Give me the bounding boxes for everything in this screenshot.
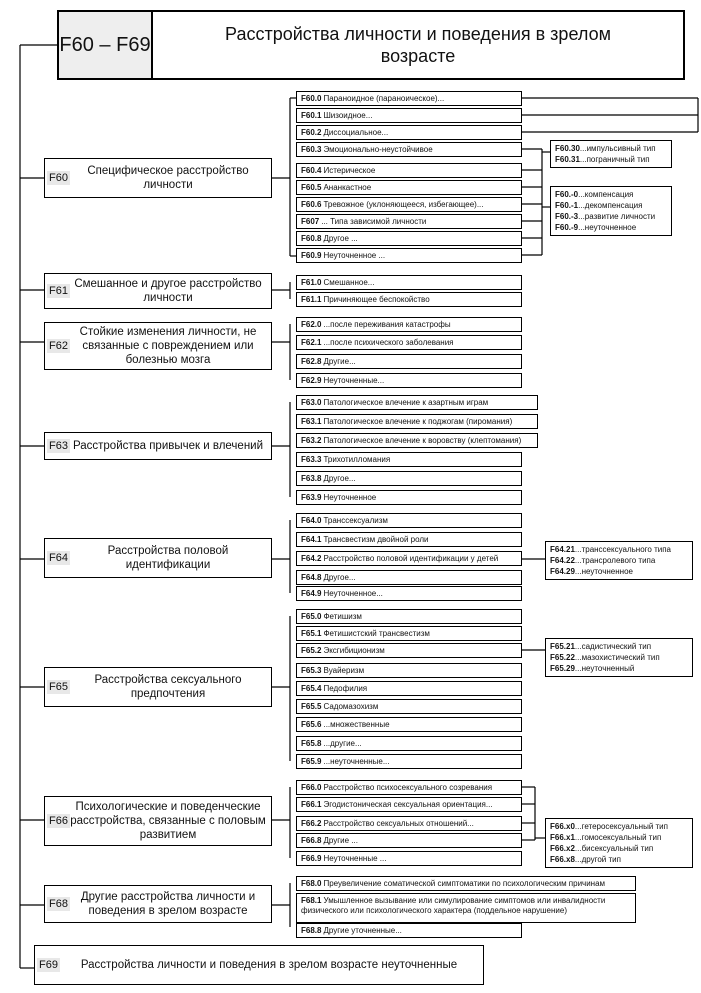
group-title: Стойкие изменения личности, не связанные с повреждением или болезнью мозга: [79, 326, 257, 366]
group-code: F63: [49, 440, 68, 452]
sub-f65-6: F65.6 ...множественные: [296, 717, 522, 732]
group-f64: [44, 538, 272, 578]
note-f65-2: F65.21...садистический тип F65.22...мазохистический тип F65.29...неуточненный: [545, 638, 693, 677]
sub-f65-3: F65.3 Вуайеризм: [296, 663, 522, 678]
sub-f60-0: F60.0 Параноидное (параноическое)...: [296, 91, 522, 106]
sub-f60-7: F607 ... Типа зависимой личности: [296, 214, 522, 229]
sub-f60-8: F60.8 Другое ...: [296, 231, 522, 246]
group-title: Расстройства привычек и влечений: [72, 440, 264, 452]
sub-f65-9: F65.9 ...неуточненные...: [296, 754, 522, 769]
group-f62: [44, 322, 272, 370]
sub-f66-9: F66.9 Неуточненные ...: [296, 851, 522, 866]
sub-f60-9: F60.9 Неуточненное ...: [296, 248, 522, 263]
group-title: Другие расстройства личности и поведения в зрелом возрасте: [80, 891, 256, 917]
group-title: Расстройства половой идентификации: [107, 545, 229, 571]
sub-f65-0: F65.0 Фетишизм: [296, 609, 522, 624]
group-f66: [44, 796, 272, 846]
group-code: F68: [49, 898, 68, 910]
sub-f63-0: F63.0 Патологическое влечение к азартным играм: [296, 395, 538, 410]
sub-f66-0: F66.0 Расстройство психосексуального созревания: [296, 780, 522, 795]
sub-f60-1: F60.1 Шизоидное...: [296, 108, 522, 123]
group-code: F64: [49, 552, 68, 564]
sub-f61-0: F61.0 Смешанное...: [296, 275, 522, 290]
group-title: Смешанное и другое расстройство личности: [74, 278, 262, 304]
sub-f65-5: F65.5 Садомазохизм: [296, 699, 522, 714]
group-title: Психологические и поведенческие расстройства, связанные с половым развитием: [70, 801, 266, 841]
sub-f62-8: F62.8 Другие...: [296, 354, 522, 369]
sub-f66-8: F66.8 Другие ...: [296, 833, 522, 848]
sub-f64-1: F64.1 Трансвестизм двойной роли: [296, 532, 522, 547]
sub-f62-1: F62.1 ...после психического заболевания: [296, 335, 522, 350]
sub-f64-2: F64.2 Расстройство половой идентификации у детей: [296, 551, 522, 566]
group-title: Расстройства сексуального предпочтения: [94, 674, 242, 700]
sub-f60-2: F60.2 Диссоциальное...: [296, 125, 522, 140]
sub-f61-1: F61.1 Причиняющее беспокойство: [296, 292, 522, 307]
sub-f68-8: F68.8 Другие уточненные...: [296, 923, 522, 938]
sub-f64-8: F64.8 Другое...: [296, 570, 522, 585]
sub-f60-5: F60.5 Ананкастное: [296, 180, 522, 195]
sub-f60-3: F60.3 Эмоционально-неустойчивое: [296, 142, 522, 157]
sub-f66-1: F66.1 Эгодистоническая сексуальная ориентация...: [296, 797, 522, 812]
sub-f65-2: F65.2 Эксгибиционизм: [296, 643, 522, 658]
sub-f68-1: F68.1 Умышленное вызывание или симулирование симптомов или инвалидности физического или психологического характера (поддельное нарушение): [296, 893, 636, 923]
sub-f62-9: F62.9 Неуточненные...: [296, 373, 522, 388]
group-f69: [34, 945, 484, 985]
group-f63: [44, 432, 272, 460]
sub-f63-3: F63.3 Трихотилломания: [296, 452, 522, 467]
note-f60-suffixes: F60.-0...компенсация F60.-1...декомпенсация F60.-3...развитие личности F60.-9...неуточненное: [550, 186, 672, 236]
note-f64-2: F64.21...транссексуального типа F64.22...трансролевого типа F64.29...неуточненное: [545, 541, 693, 580]
note-f66: F66.x0...гетеросексуальный тип F66.x1...гомосексуальный тип F66.x2...бисексуальный тип F66.x8...другой тип: [545, 818, 693, 868]
group-code: F66: [49, 815, 68, 827]
sub-f66-2: F66.2 Расстройство сексуальных отношений...: [296, 816, 522, 831]
group-code: F61: [49, 285, 68, 297]
group-code: F65: [49, 681, 68, 693]
sub-f65-1: F65.1 Фетишистский трансвестизм: [296, 626, 522, 641]
sub-f65-8: F65.8 ...другие...: [296, 736, 522, 751]
group-f68: [44, 885, 272, 923]
sub-f60-4: F60.4 Истерическое: [296, 163, 522, 178]
group-code: F69: [39, 959, 58, 971]
group-title: Расстройства личности и поведения в зрелом возрасте неуточненные: [80, 959, 458, 971]
sub-f62-0: F62.0 ...после переживания катастрофы: [296, 317, 522, 332]
sub-f65-4: F65.4 Педофилия: [296, 681, 522, 696]
sub-f63-1: F63.1 Патологическое влечение к поджогам (пиромания): [296, 414, 538, 429]
sub-f63-2: F63.2 Патологическое влечение к воровству (клептомания): [296, 433, 538, 448]
sub-f68-0: F68.0 Преувеличение соматической симптоматики по психологическим причинам: [296, 876, 636, 891]
sub-f64-0: F64.0 Транссексуализм: [296, 513, 522, 528]
note-f60-3: F60.30...импульсивный тип F60.31...пограничный тип: [550, 140, 672, 168]
group-code: F60: [49, 172, 68, 184]
group-code: F62: [49, 340, 68, 352]
sub-f63-8: F63.8 Другое...: [296, 471, 522, 486]
sub-f64-9: F64.9 Неуточненное...: [296, 586, 522, 601]
page-title: Расстройства личности и поведения в зрелом возрасте: [153, 10, 685, 80]
sub-f60-6: F60.6 Тревожное (уклоняющееся, избегающее)...: [296, 197, 522, 212]
group-title: Специфическое расстройство личности: [87, 165, 249, 191]
group-f60: [44, 158, 272, 198]
group-f61: [44, 273, 272, 309]
group-f65: [44, 667, 272, 707]
header-code: F60 – F69: [57, 10, 153, 80]
sub-f63-9: F63.9 Неуточненное: [296, 490, 522, 505]
